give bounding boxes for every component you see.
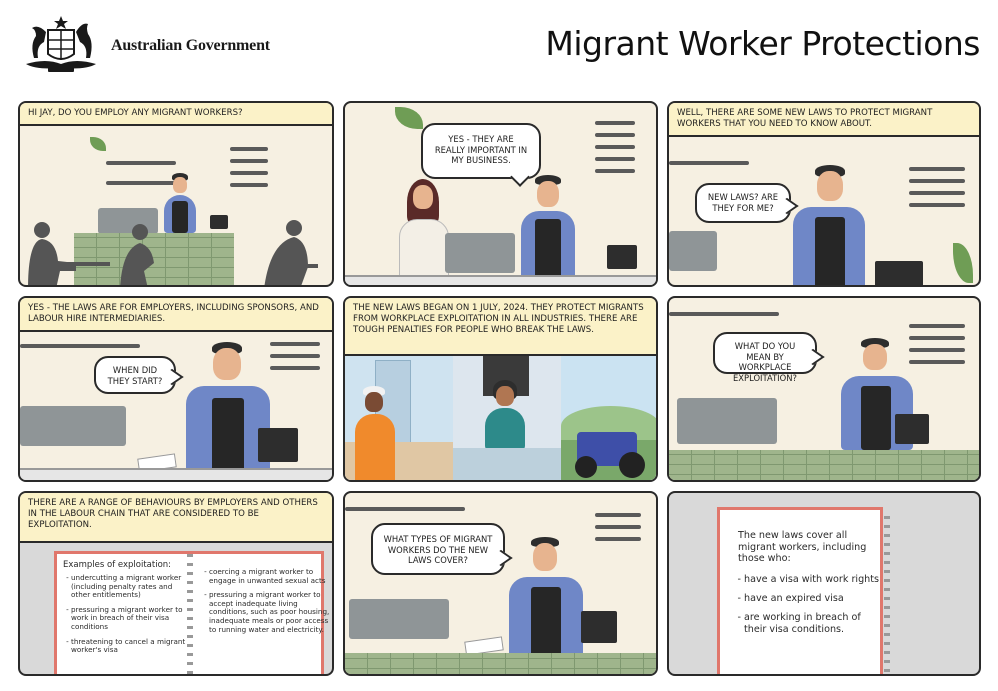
speech-bubble: WHAT DO YOU MEAN BY WORKPLACE EXPLOITATION? (713, 332, 817, 374)
list-item: - pressuring a migrant worker to accept inadequate living conditions, such as poor housing, inadequate meals or poor access to running water and electricity. (209, 591, 333, 634)
cafe-counter (669, 450, 981, 482)
monitor-icon (607, 245, 637, 269)
barista-figure (787, 165, 871, 287)
menu-board (909, 179, 965, 183)
menu-board (595, 525, 641, 529)
panel-caption: YES - THE LAWS ARE FOR EMPLOYERS, INCLUDING SPONSORS, AND LABOUR HIRE INTERMEDIARIES. (20, 298, 332, 332)
shelf (106, 161, 176, 165)
counter-top (20, 468, 334, 482)
shelf (669, 161, 749, 165)
menu-board (230, 183, 268, 187)
monitor-icon (258, 428, 298, 462)
woman-figure (393, 179, 453, 287)
speech-bubble: WHAT TYPES OF MIGRANT WORKERS DO THE NEW LAWS COVER? (371, 523, 505, 575)
menu-board (595, 169, 635, 173)
comic-panel-8 (343, 491, 658, 676)
menu-board (230, 147, 268, 151)
menu-board (595, 513, 641, 517)
comic-panel-6 (667, 296, 981, 482)
speech-bubble: YES - THEY ARE REALLY IMPORTANT IN MY BUSINESS. (421, 123, 541, 179)
barista-figure (503, 537, 589, 663)
cafe-counter (345, 653, 658, 676)
comic-panel-1 (18, 101, 334, 287)
comic-panel-5 (343, 296, 658, 482)
coffee-machine-icon (677, 398, 777, 444)
menu-board (909, 324, 965, 328)
government-name: Australian Government (111, 37, 270, 54)
list-item: - undercutting a migrant worker (including penalty rates and other entitlements) (71, 574, 189, 600)
coffee-machine-icon (349, 599, 449, 639)
notebook-heading: Examples of exploitation: (63, 560, 172, 570)
page-header (0, 0, 998, 90)
shelf (345, 507, 465, 511)
comic-panel-7 (18, 491, 334, 676)
menu-board (595, 133, 635, 137)
list-item: - threatening to cancel a migrant worker's visa (71, 638, 189, 655)
menu-board (909, 167, 965, 171)
menu-board (230, 171, 268, 175)
panel-caption: HI JAY, DO YOU EMPLOY ANY MIGRANT WORKERS? (20, 103, 332, 126)
list-item: - have a visa with work rights (744, 574, 886, 585)
comic-panel-3 (667, 101, 981, 287)
construction-scene (345, 356, 453, 482)
monitor-icon (895, 414, 929, 444)
notebook (717, 507, 883, 676)
shelf (20, 344, 140, 348)
plant-icon (953, 243, 973, 283)
page-title: Migrant Worker Protections (545, 24, 980, 63)
coffee-machine-icon (20, 406, 126, 446)
exploitation-list-left (59, 574, 189, 655)
plant-icon (90, 137, 106, 151)
list-item: - pressuring a migrant worker to work in breach of their visa conditions (71, 606, 189, 632)
monitor-icon (875, 261, 923, 287)
menu-board (270, 354, 320, 358)
menu-board (270, 342, 320, 346)
customer-silhouettes (20, 218, 334, 287)
list-item: - have an expired visa (744, 593, 886, 604)
construction-worker-figure (353, 386, 397, 482)
coverage-list (732, 574, 886, 635)
monitor-icon (581, 611, 617, 643)
menu-board (595, 537, 641, 541)
list-item: - coercing a migrant worker to engage in unwanted sexual acts (209, 568, 333, 585)
menu-board (270, 366, 320, 370)
comic-panel-9 (667, 491, 981, 676)
coffee-machine-icon (669, 231, 717, 271)
menu-board (595, 121, 635, 125)
menu-board (909, 191, 965, 195)
menu-board (595, 157, 635, 161)
menu-board (595, 145, 635, 149)
speech-bubble: WHEN DID THEY START? (94, 356, 176, 394)
counter-top (345, 275, 658, 287)
comic-panel-2 (343, 101, 658, 287)
speech-bubble: NEW LAWS? ARE THEY FOR ME? (695, 183, 791, 223)
plant-icon (395, 107, 423, 129)
shelf (669, 312, 779, 316)
office-scene (453, 356, 561, 482)
coffee-machine-icon (445, 233, 515, 273)
list-item: - are working in breach of their visa conditions. (744, 612, 886, 634)
exploitation-list-right (197, 568, 333, 634)
farm-scene (561, 356, 658, 482)
panel-caption: WELL, THERE ARE SOME NEW LAWS TO PROTECT MIGRANT WORKERS THAT YOU NEED TO KNOW ABOUT. (669, 103, 979, 137)
comic-panel-4 (18, 296, 334, 482)
barista-figure (513, 175, 583, 285)
panel-caption: THE NEW LAWS BEGAN ON 1 JULY, 2024. THEY PROTECT MIGRANTS FROM WORKPLACE EXPLOITATION IN ALL INDUSTRIES. THERE ARE TOUGH PENALTIES FOR PEOPLE WHO BREAK THE LAWS. (345, 298, 656, 356)
menu-board (909, 203, 965, 207)
coverage-intro: The new laws cover all migrant workers, including those who: (738, 530, 867, 564)
panel-caption: THERE ARE A RANGE OF BEHAVIOURS BY EMPLOYERS AND OTHERS IN THE LABOUR CHAIN THAT ARE CONSIDERED TO BE EXPLOITATION. (20, 493, 332, 543)
notebook (54, 551, 330, 676)
coat-of-arms-icon (18, 14, 104, 76)
office-worker-figure (483, 380, 527, 450)
menu-board (230, 159, 268, 163)
